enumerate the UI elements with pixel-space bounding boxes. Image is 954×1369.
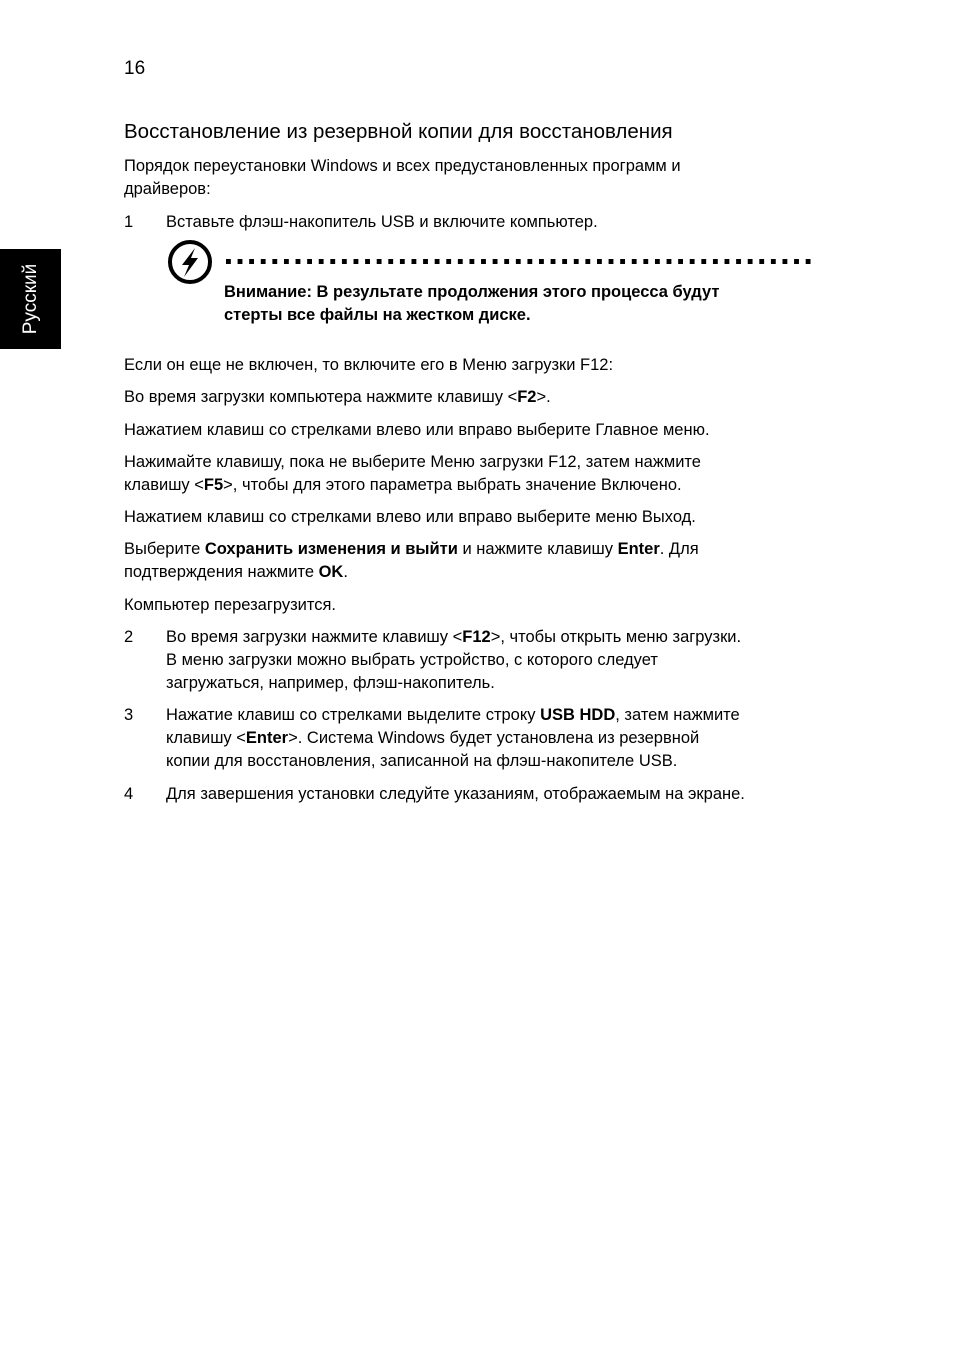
text-line bbox=[124, 538, 824, 561]
text-run: клавишу < bbox=[124, 476, 204, 494]
language-tab-label: Русский bbox=[19, 263, 41, 335]
text-run: и нажмите клавишу bbox=[457, 540, 618, 558]
text-line bbox=[124, 474, 824, 497]
text-run: Выберите bbox=[124, 540, 205, 558]
page-number: 16 bbox=[124, 58, 146, 79]
text-line bbox=[124, 561, 824, 584]
warning-bolt-icon bbox=[166, 238, 214, 286]
step-4-text: Для завершения установки следуйте указаниям, отображаемым на экране. bbox=[166, 785, 745, 803]
key-f2: F2 bbox=[517, 388, 537, 406]
step-1-text: Вставьте флэш-накопитель USB и включите компьютер. bbox=[166, 213, 598, 231]
step-2-text bbox=[166, 626, 826, 695]
step-3-number: 3 bbox=[124, 706, 134, 724]
text-run: >. bbox=[536, 388, 551, 406]
text-line bbox=[166, 626, 826, 649]
warning-line-2: стерты все файлы на жестком диске. bbox=[224, 306, 531, 324]
intro-line-2: драйверов: bbox=[124, 180, 211, 198]
bios-paragraph-6 bbox=[124, 538, 824, 584]
bios-paragraph-5: Нажатием клавиш со стрелками влево или вправо выберите меню Выход. bbox=[124, 508, 696, 526]
key-f5: F5 bbox=[203, 476, 224, 494]
language-tab bbox=[0, 249, 61, 349]
warning-line-1: Внимание: В результате продолжения этого процесса будут bbox=[224, 283, 720, 301]
intro-paragraph bbox=[124, 155, 824, 201]
text-run: клавишу < bbox=[166, 729, 246, 747]
intro-line-1: Порядок переустановки Windows и всех предустановленных программ и bbox=[124, 157, 681, 175]
text-run: , затем нажмите bbox=[615, 706, 740, 724]
key-enter: Enter bbox=[617, 540, 660, 558]
warning-text bbox=[224, 281, 824, 327]
text-run: >, чтобы открыть меню загрузки. bbox=[490, 628, 742, 646]
section-heading: Восстановление из резервной копии для восстановления bbox=[124, 120, 673, 143]
key-ok: OK bbox=[318, 563, 344, 581]
bios-paragraph-4 bbox=[124, 451, 824, 497]
key-f12: F12 bbox=[462, 628, 491, 646]
text-line: В меню загрузки можно выбрать устройство, с которого следует bbox=[166, 651, 658, 669]
text-line: копии для восстановления, записанной на флэш-накопителе USB. bbox=[166, 752, 678, 770]
text-run: подтверждения нажмите bbox=[124, 563, 319, 581]
text-run: >. Система Windows будет установлена из резервной bbox=[288, 729, 700, 747]
text-line bbox=[166, 727, 826, 750]
text-line bbox=[166, 704, 826, 727]
usb-hdd-option: USB HDD bbox=[540, 706, 616, 724]
bios-paragraph-7: Компьютер перезагрузится. bbox=[124, 596, 337, 614]
text-line: загружаться, например, флэш-накопитель. bbox=[166, 674, 495, 692]
menu-option-save-exit: Сохранить изменения и выйти bbox=[204, 540, 458, 558]
step-2-number: 2 bbox=[124, 628, 134, 646]
text-run: Во время загрузки нажмите клавишу < bbox=[166, 628, 463, 646]
text-run: Во время загрузки компьютера нажмите клавишу < bbox=[124, 388, 518, 406]
bios-paragraph-1: Если он еще не включен, то включите его в Меню загрузки F12: bbox=[124, 356, 614, 374]
bios-paragraph-3: Нажатием клавиш со стрелками влево или вправо выберите Главное меню. bbox=[124, 421, 710, 439]
step-3-text bbox=[166, 704, 826, 773]
text-run: . bbox=[343, 563, 348, 581]
key-enter: Enter bbox=[245, 729, 289, 747]
text-line: Нажимайте клавишу, пока не выберите Меню загрузки F12, затем нажмите bbox=[124, 453, 701, 471]
text-run: >, чтобы для этого параметра выбрать значение Включено. bbox=[223, 476, 682, 494]
text-run: Нажатие клавиш со стрелками выделите строку bbox=[166, 706, 541, 724]
warning-dotted-rule bbox=[226, 259, 812, 264]
step-4-number: 4 bbox=[124, 785, 134, 803]
step-1-number: 1 bbox=[124, 213, 134, 231]
bios-paragraph-2 bbox=[124, 386, 824, 409]
text-run: . Для bbox=[659, 540, 699, 558]
